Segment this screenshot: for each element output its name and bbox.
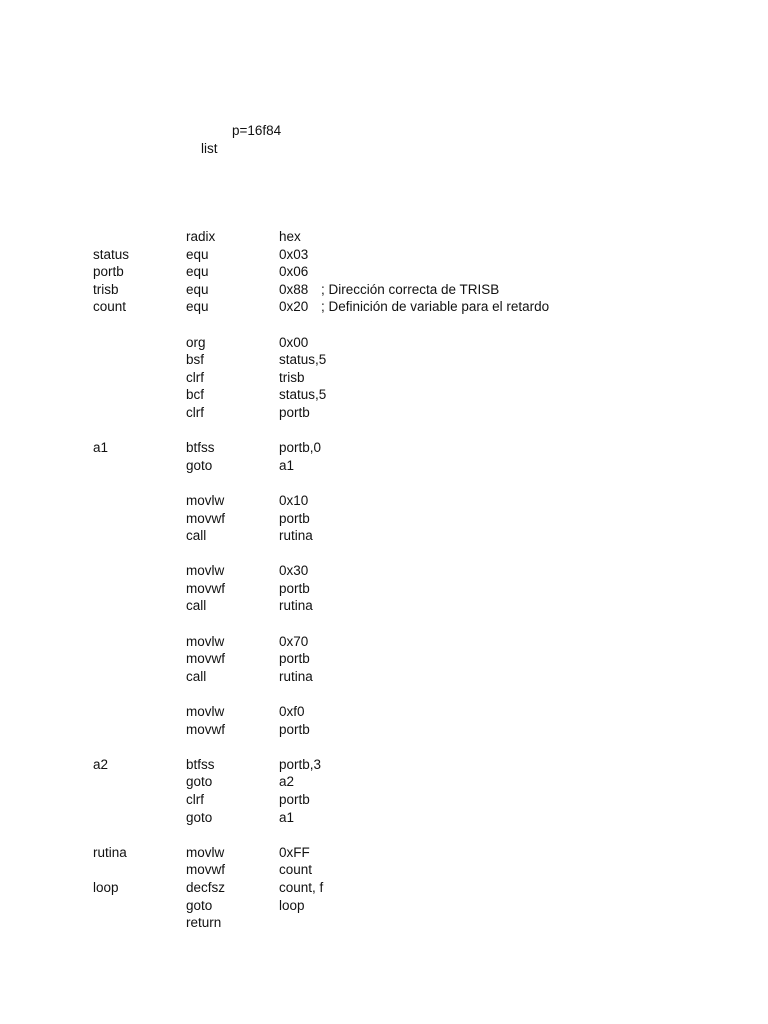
code-label: portb	[93, 264, 124, 280]
code-mnemonic: movlw	[186, 492, 225, 508]
code-operand: portb,0	[279, 440, 322, 456]
code-mnemonic: equ	[186, 299, 209, 315]
code-line	[0, 826, 768, 844]
code-comment: ; Dirección correcta de TRISB	[321, 281, 500, 297]
code-line	[0, 281, 768, 299]
code-operand: hex	[279, 229, 301, 244]
code-operand: 0x70	[279, 633, 309, 649]
code-operand: 0x00	[279, 334, 309, 350]
assembly-code-listing	[0, 228, 768, 932]
code-line	[0, 809, 768, 827]
code-mnemonic: bcf	[186, 387, 205, 403]
code-line	[0, 897, 768, 915]
code-mnemonic: equ	[186, 281, 209, 297]
code-operand: 0x10	[279, 492, 309, 508]
code-mnemonic: equ	[186, 264, 209, 280]
code-line	[0, 861, 768, 879]
code-mnemonic: movwf	[186, 510, 226, 526]
code-line	[0, 703, 768, 721]
code-mnemonic: return	[186, 915, 222, 931]
code-mnemonic: movlw	[186, 633, 225, 649]
code-line	[0, 545, 768, 563]
code-line	[0, 879, 768, 897]
list-directive-line	[186, 122, 282, 156]
code-mnemonic: clrf	[186, 792, 204, 807]
code-line	[0, 580, 768, 598]
code-operand: status,5	[279, 352, 327, 368]
code-mnemonic: movwf	[186, 580, 226, 596]
code-operand: 0xf0	[279, 704, 305, 720]
code-line	[0, 298, 768, 316]
code-operand: trisb	[279, 369, 305, 385]
code-operand: 0x06	[279, 264, 309, 280]
code-line	[0, 756, 768, 774]
code-operand: rutina	[279, 528, 313, 544]
code-label: trisb	[93, 281, 119, 297]
code-line	[0, 316, 768, 334]
code-line	[0, 685, 768, 703]
code-mnemonic: goto	[186, 457, 213, 473]
code-label: a2	[93, 756, 109, 772]
code-line	[0, 914, 768, 932]
code-line	[0, 369, 768, 387]
code-line	[0, 562, 768, 580]
code-operand: portb	[279, 792, 310, 807]
code-operand: rutina	[279, 668, 313, 684]
code-operand: portb	[279, 651, 310, 667]
code-mnemonic: call	[186, 598, 207, 614]
code-mnemonic: movlw	[186, 704, 225, 720]
code-mnemonic: call	[186, 668, 207, 684]
code-operand: 0x88	[279, 281, 309, 297]
code-line	[0, 844, 768, 862]
code-mnemonic: clrf	[186, 369, 204, 385]
code-mnemonic: movwf	[186, 862, 226, 878]
code-line	[0, 791, 768, 809]
code-mnemonic: org	[186, 334, 206, 350]
code-operand: count, f	[279, 879, 324, 895]
code-line	[0, 404, 768, 422]
code-line	[0, 738, 768, 756]
code-mnemonic: bsf	[186, 352, 205, 368]
code-line	[0, 597, 768, 615]
code-line	[0, 650, 768, 668]
code-mnemonic: btfss	[186, 440, 215, 456]
code-line	[0, 527, 768, 545]
code-mnemonic: goto	[186, 809, 213, 825]
code-mnemonic: btfss	[186, 756, 215, 772]
code-line	[0, 474, 768, 492]
code-label: loop	[93, 879, 119, 895]
code-operand: portb	[279, 721, 310, 737]
code-label: status	[93, 246, 130, 262]
code-mnemonic: movwf	[186, 721, 226, 737]
code-operand: portb	[279, 510, 310, 526]
code-line	[0, 386, 768, 404]
code-mnemonic: decfsz	[186, 879, 226, 895]
code-operand: 0xFF	[279, 844, 310, 860]
code-operand: 0x20	[279, 299, 309, 315]
list-directive: list	[201, 140, 218, 156]
code-mnemonic: call	[186, 528, 207, 544]
code-line	[0, 422, 768, 440]
code-operand: portb	[279, 404, 310, 420]
code-mnemonic: movwf	[186, 651, 226, 667]
code-operand: 0x30	[279, 563, 309, 579]
code-mnemonic: radix	[186, 229, 216, 244]
code-line	[0, 228, 768, 246]
code-line	[0, 246, 768, 264]
code-comment: ; Definición de variable para el retardo	[321, 299, 550, 315]
code-operand: count	[279, 862, 313, 878]
code-line	[0, 721, 768, 739]
code-operand: status,5	[279, 387, 327, 403]
code-line	[0, 668, 768, 686]
code-operand: rutina	[279, 598, 313, 614]
code-line	[0, 773, 768, 791]
code-line	[0, 334, 768, 352]
code-line	[0, 439, 768, 457]
code-operand: a1	[279, 457, 295, 473]
code-operand: a2	[279, 774, 295, 790]
code-mnemonic: movlw	[186, 563, 225, 579]
code-mnemonic: goto	[186, 897, 213, 913]
code-operand: portb,3	[279, 756, 322, 772]
code-label: a1	[93, 440, 109, 456]
code-operand: portb	[279, 580, 310, 596]
code-line	[0, 510, 768, 528]
code-line	[0, 633, 768, 651]
code-line	[0, 263, 768, 281]
code-mnemonic: goto	[186, 774, 213, 790]
code-mnemonic: clrf	[186, 404, 204, 420]
code-operand: loop	[279, 897, 305, 913]
code-line	[0, 457, 768, 475]
code-line	[0, 492, 768, 510]
code-line	[0, 351, 768, 369]
code-mnemonic: equ	[186, 246, 209, 262]
code-operand: a1	[279, 809, 295, 825]
code-line	[0, 615, 768, 633]
code-label: rutina	[93, 844, 127, 860]
code-mnemonic: movlw	[186, 844, 225, 860]
code-operand: 0x03	[279, 246, 309, 262]
processor-value: p=16f84	[232, 123, 282, 138]
code-label: count	[93, 299, 127, 315]
